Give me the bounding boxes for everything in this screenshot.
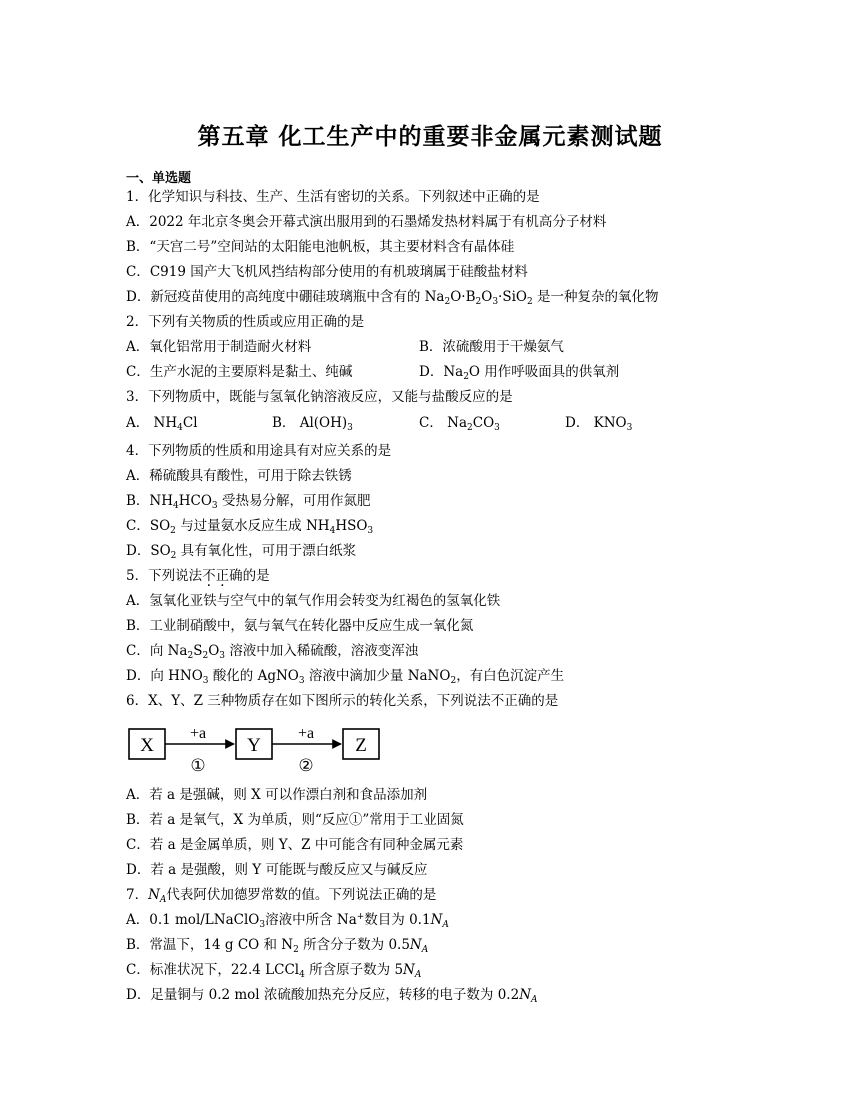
q2-option-d: D．$Na_2O$ 用作呼吸面具的供氧剂	[419, 364, 620, 382]
q2-option-b: B．浓硫酸用于干燥氨气	[419, 339, 564, 355]
q1-option-c: C．C919 国产大飞机风挡结构部分使用的有机玻璃属于硅酸盐材料	[126, 264, 528, 280]
q1-stem: 1．化学知识与科技、生产、生活有密切的关系。下列叙述中正确的是	[126, 189, 540, 205]
q6-stem: 6．X、Y、Z 三种物质存在如下图所示的转化关系，下列说法不正确的是	[126, 693, 559, 709]
reagent-1: +a	[189, 725, 207, 742]
q5-stem: 5．下列说法不正确的是	[126, 568, 270, 584]
q4-stem: 4．下列物质的性质和用途具有对应关系的是	[126, 443, 392, 459]
q6-option-a: A．若 a 是强碱，则 X 可以作漂白剂和食品添加剂	[126, 787, 428, 803]
q4-option-b: B．$NH_4HCO_3$ 受热易分解，可用作氮肥	[126, 493, 371, 511]
q3-option-b: B． $Al(OH)_3$	[272, 415, 353, 433]
q4-option-a: A．稀硫酸具有酸性，可用于除去铁锈	[126, 468, 352, 484]
q4-option-d: D．$SO_2$ 具有氧化性，可用于漂白纸浆	[126, 543, 357, 561]
label-y: Y	[247, 735, 261, 756]
q5-option-d: D．向 $HNO_3$ 酸化的 AgNO$_3$ 溶液中滴加少量 NaNO$_2$，有白色沉淀产生	[126, 668, 565, 686]
q2-option-c: C．生产水泥的主要原料是黏土、纯碱	[126, 364, 353, 380]
reagent-2: +a	[297, 725, 315, 742]
q6-option-b: B．若 a 是氧气，X 为单质，则“反应①”常用于工业固氮	[126, 812, 464, 828]
q1-option-d: D．新冠疫苗使用的高纯度中硼硅玻璃瓶中含有的 $Na_2O\cdot B_2O_3\cdot SiO_2$ 是一种复杂的氧化物	[126, 289, 659, 307]
q5-option-a: A．氢氧化亚铁与空气中的氧气作用会转变为红褐色的氢氧化铁	[126, 593, 501, 609]
q7-option-d: D．足量铜与 0.2 mol 浓硫酸加热充分反应，转移的电子数为 $0.2N_A$	[126, 987, 538, 1005]
section-heading: 一、单选题	[126, 171, 192, 186]
conversion-diagram	[126, 718, 386, 780]
q6-option-c: C．若 a 是金属单质，则 Y、Z 中可能含有同种金属元素	[126, 837, 464, 853]
page-title: 第五章 化工生产中的重要非金属元素测试题	[197, 124, 663, 150]
q2-option-a: A．氧化铝常用于制造耐火材料	[126, 339, 312, 355]
q4-option-c: C．$SO_2$ 与过量氨水反应生成 $NH_4HSO_3$	[126, 518, 374, 536]
q3-option-a: A． $NH_4Cl$	[126, 415, 198, 433]
q7-stem: 7．$N_A$代表阿伏加德罗常数的值。下列说法正确的是	[126, 887, 437, 905]
q6-option-d: D．若 a 是强酸，则 Y 可能既与酸反应又与碱反应	[126, 862, 428, 878]
label-z: Z	[355, 735, 367, 756]
q3-stem: 3．下列物质中，既能与氢氧化钠溶液反应，又能与盐酸反应的是	[126, 389, 513, 405]
q2-stem: 2．下列有关物质的性质或应用正确的是	[126, 314, 365, 330]
step-1-label: ①	[190, 756, 206, 775]
q7-option-b: B．常温下，14 g CO 和 $N_2$ 所含分子数为 $0.5N_A$	[126, 937, 429, 955]
q7-option-a: A．0.1 mol/LNaClO$_3$溶液中所含 Na+数目为 $0.1N_A$	[126, 912, 449, 930]
step-2-label: ②	[298, 756, 314, 775]
q1-option-a: A．2022 年北京冬奥会开幕式演出服用到的石墨烯发热材料属于有机高分子材料	[126, 214, 607, 230]
label-x: X	[140, 735, 154, 756]
q1-option-b: B．“天宫二号”空间站的太阳能电池帆板，其主要材料含有晶体硅	[126, 239, 515, 255]
q5-option-b: B．工业制硝酸中，氨与氧气在转化器中反应生成一氧化氮	[126, 618, 474, 634]
q7-option-c: C．标准状况下，22.4 LCCl$_4$ 所含原子数为 $5N_A$	[126, 962, 422, 980]
q3-option-c: C． $Na_2CO_3$	[419, 415, 500, 433]
q3-option-d: D． $KNO_3$	[565, 415, 633, 433]
q5-option-c: C．向 $Na_2S_2O_3$ 溶液中加入稀硫酸，溶液变浑浊	[126, 643, 419, 661]
